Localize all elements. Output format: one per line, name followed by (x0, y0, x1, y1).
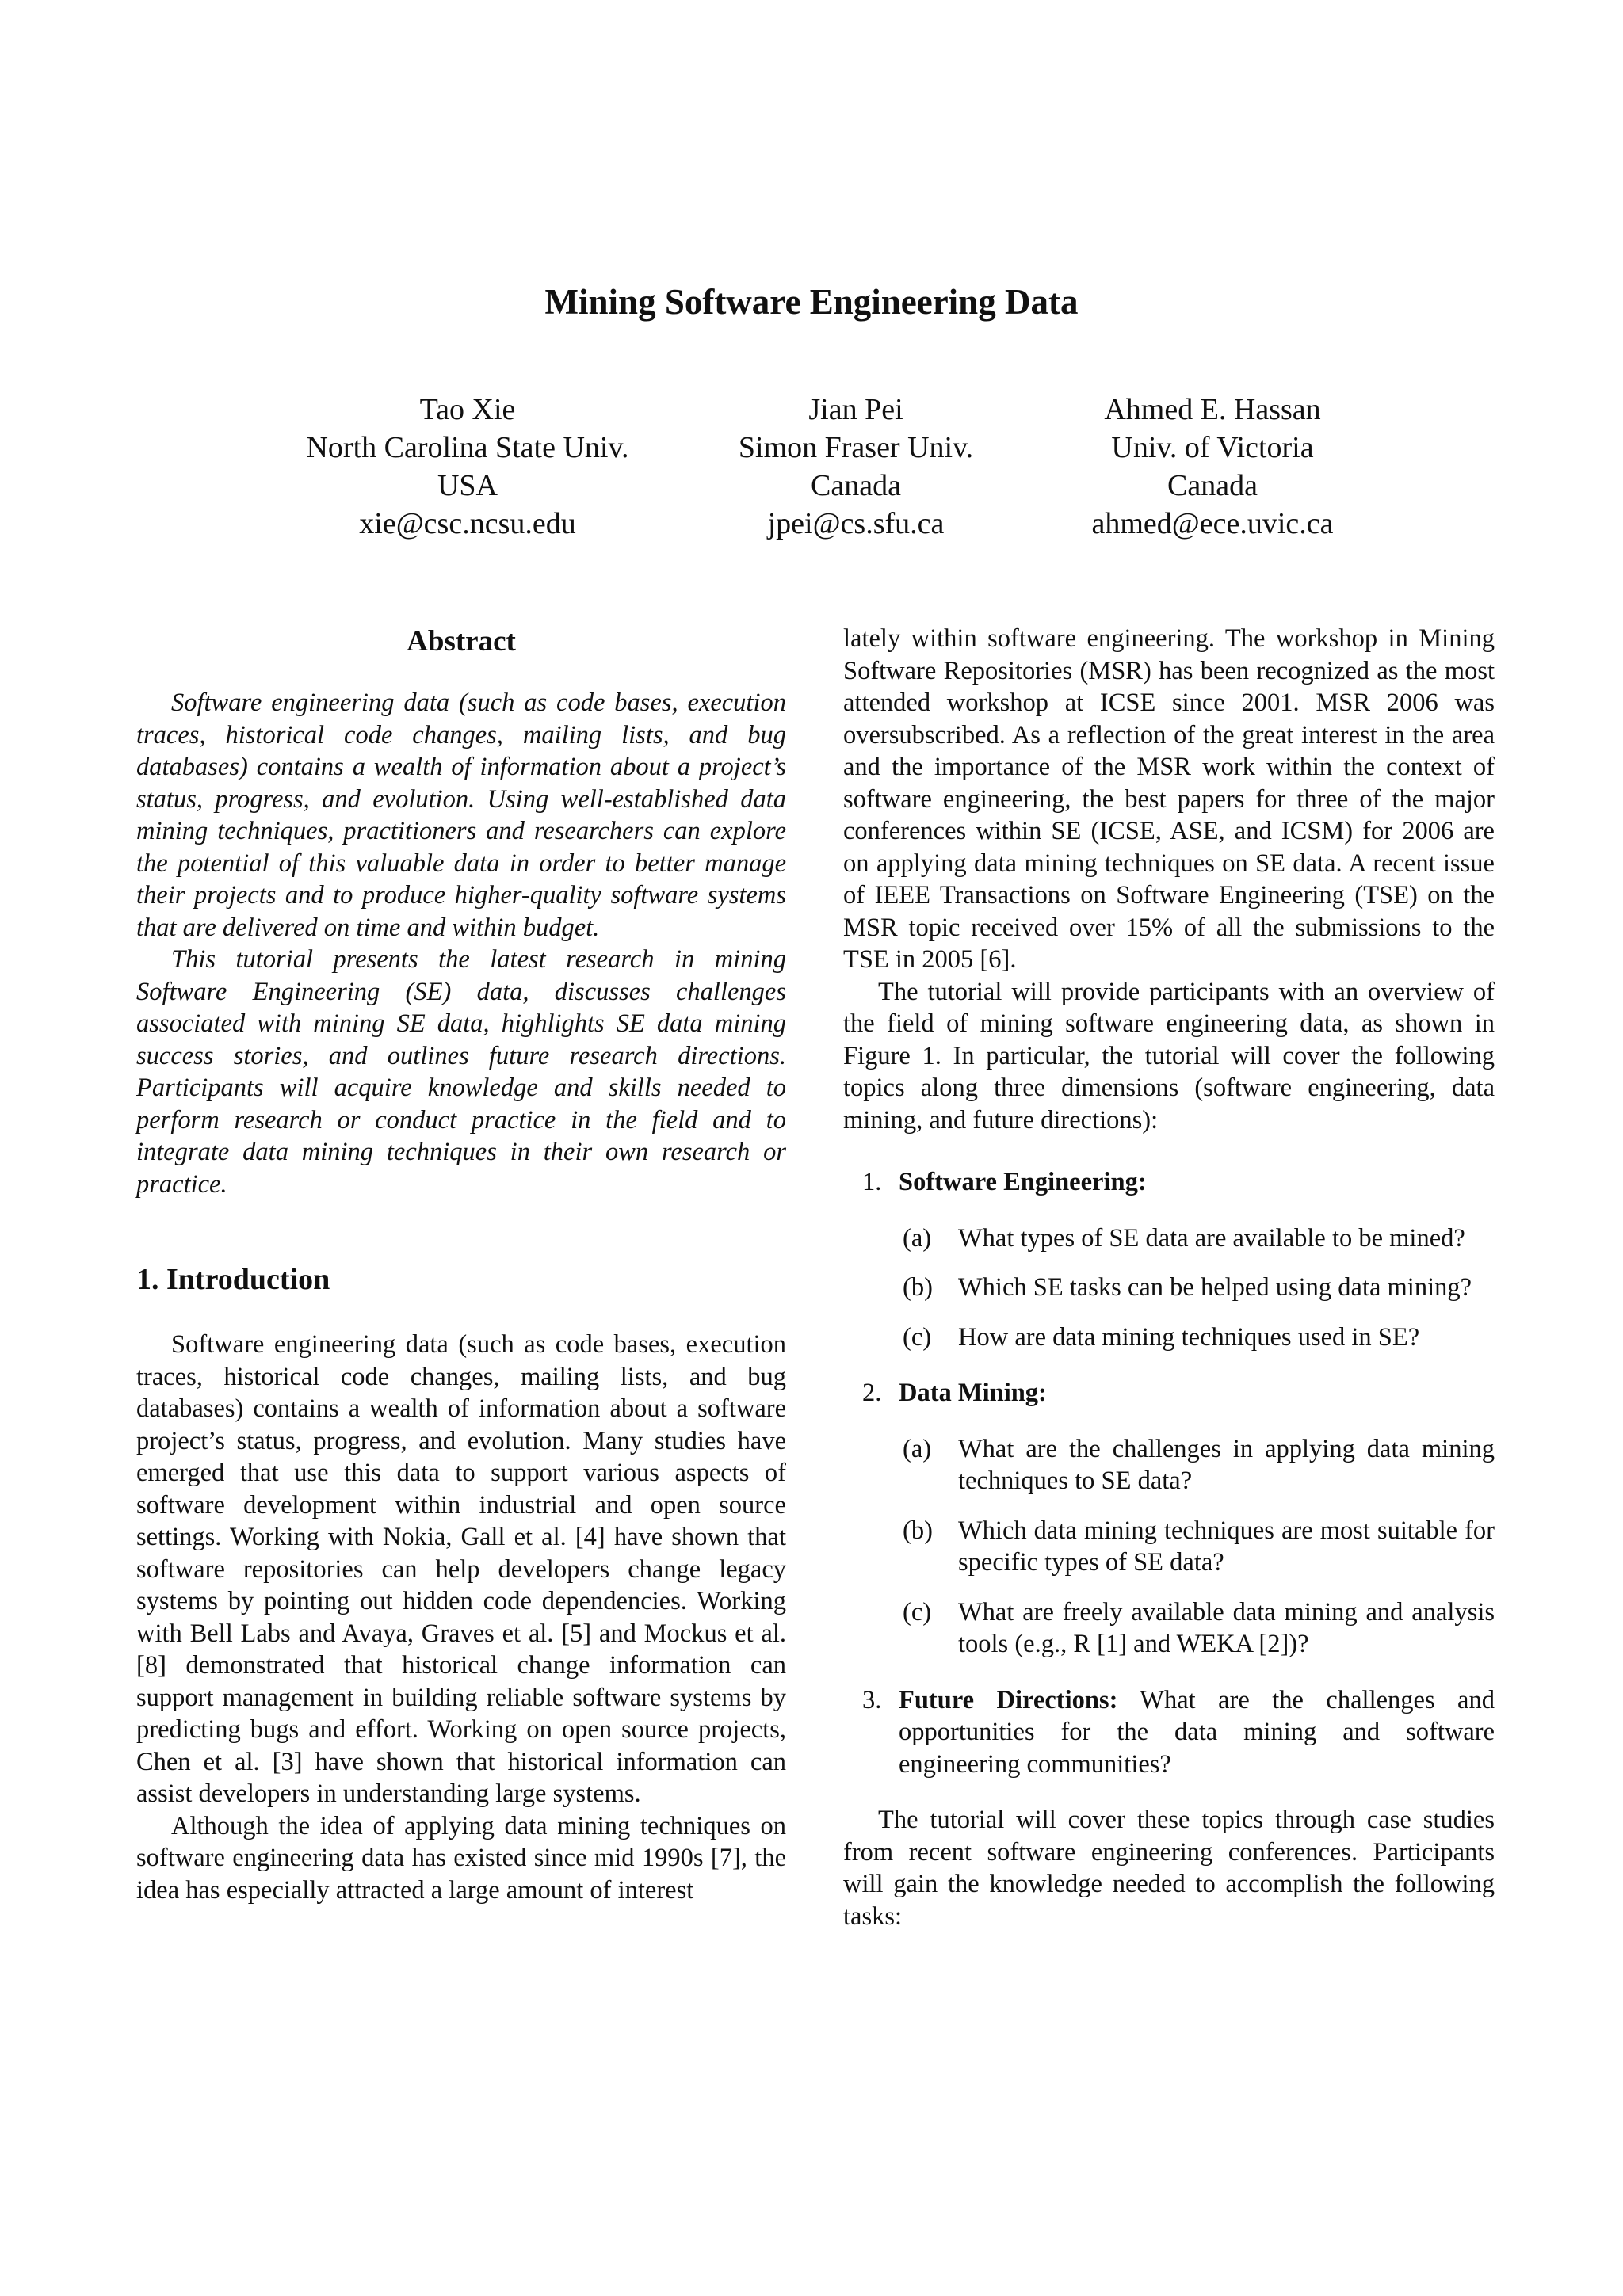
author-email: xie@csc.ncsu.edu (359, 507, 576, 540)
author-country: USA (437, 469, 498, 502)
author-name: Tao Xie (419, 393, 516, 426)
author-name: Jian Pei (808, 393, 903, 426)
subtopic-list (899, 1222, 1495, 1354)
body-paragraph-continued: lately within software engineering. The workshop in Mining Software Repositories (MSR) has been recognized as the most attended workshop at ICSE since 2001. MSR 2006 was oversubscribed. As a reflection of the great interest in the area and the importance of the MSR work within the context of software engineering, the best papers for three of the major conferences within SE (ICSE, ASE, and ICSM) for 2006 are on applying data mining techniques on SE data. A recent issue of IEEE Transactions on Software Engineering (TSE) on the MSR topic received over 15% of all the submissions to the TSE in 2005 [6]. (843, 624, 1495, 974)
subtopic-number: (b) (903, 1273, 933, 1302)
author-block (705, 391, 1006, 543)
author-name: Ahmed E. Hassan (1104, 393, 1321, 426)
author-affiliation: Univ. of Victoria (1111, 431, 1314, 464)
subtopic-list (899, 1433, 1495, 1661)
abstract-section (136, 626, 786, 1200)
left-column (136, 623, 786, 1906)
author-email: jpei@cs.sfu.ca (767, 507, 945, 540)
body-paragraph: The tutorial will provide participants with an overview of the field of mining software engineering data, as shown in Figure 1. In particular, the tutorial will cover the following topics along three dimensions (software engineering, data mining, and future directions): (843, 977, 1495, 1135)
paper-title: Mining Software Engineering Data (544, 282, 1079, 322)
subtopic-text: What types of SE data are available to be mined? (958, 1223, 1465, 1253)
topic-text: What are the challenges and opportunities for the data mining and software engineering communities? (899, 1685, 1495, 1779)
subtopic-number: (a) (903, 1434, 932, 1463)
author-country: Canada (1167, 469, 1258, 502)
subtopic-text: What are the challenges in applying data mining techniques to SE data? (958, 1434, 1495, 1495)
topic-list (843, 1166, 1495, 1780)
body-paragraph: Although the idea of applying data mining techniques on software engineering data has existed since mid 1990s [7], the idea has especially attracted a large amount of interest (136, 1811, 786, 1905)
author-affiliation: Simon Fraser Univ. (738, 431, 974, 464)
author-country: Canada (811, 469, 901, 502)
author-block (285, 391, 650, 543)
abstract-paragraph: Software engineering data (such as code bases, execution traces, historical code changes, mailing lists, and bug databases) contains a wealth of information about a project’s status, progress, and evolution. Using well-established data mining techniques, practitioners and researchers can explore the potential of this valuable data in order to better manage their projects and to produce higher-quality software systems that are delivered on time and within budget. (136, 688, 786, 942)
subtopic-item (899, 1515, 1495, 1579)
topic-label: Software Engineering: (899, 1168, 1147, 1196)
author-email: ahmed@ece.uvic.ca (1091, 507, 1334, 540)
author-block (1054, 391, 1371, 543)
subtopic-item (899, 1322, 1495, 1354)
topic-item (843, 1377, 1495, 1661)
topic-number: 3. (862, 1685, 882, 1714)
subtopic-number: (a) (903, 1223, 932, 1253)
body-paragraph: The tutorial will cover these topics through case studies from recent software engineering conferences. Participants will gain the knowledge needed to accomplish the following tasks: (843, 1806, 1495, 1931)
body-paragraph: Software engineering data (such as code bases, execution traces, historical code changes, mailing lists, and bug databases) contains a wealth of information about a software project’s status, progress, and evolution. Many studies have emerged that use this data to support various aspects of software development within industrial and open source settings. Working with Nokia, Gall et al. [4] have shown that software repositories can help developers change legacy systems by pointing out hidden code dependencies. Working with Bell Labs and Avaya, Graves et al. [5] and Mockus et al. [8] demonstrated that historical change information can support management in building reliable software systems by predicting bugs and effort. Working on open source projects, Chen et al. [3] have shown that historical information can assist developers in understanding large systems. (136, 1330, 786, 1808)
subtopic-number: (b) (903, 1516, 933, 1545)
introduction-heading: 1. Introduction (136, 1263, 330, 1296)
subtopic-number: (c) (903, 1322, 932, 1352)
topic-label: Data Mining: (899, 1379, 1047, 1407)
subtopic-item (899, 1596, 1495, 1661)
abstract-paragraph: This tutorial presents the latest research in mining Software Engineering (SE) data, discusses challenges associated with mining SE data, highlights SE data mining success stories, and outlines future research directions. Participants will acquire knowledge and skills needed to perform research or conduct practice in the field and to integrate data mining techniques in their own research or practice. (136, 945, 786, 1199)
subtopic-text: Which SE tasks can be helped using data mining? (958, 1273, 1472, 1302)
subtopic-item (899, 1272, 1495, 1304)
subtopic-item (899, 1433, 1495, 1497)
topic-item (843, 1684, 1495, 1781)
topic-number: 1. (862, 1168, 882, 1196)
abstract-heading: Abstract (407, 625, 516, 658)
topic-item (843, 1166, 1495, 1353)
subtopic-text: What are freely available data mining and analysis tools (e.g., R [1] and WEKA [2])? (958, 1597, 1495, 1658)
subtopic-text: Which data mining techniques are most suitable for specific types of SE data? (958, 1516, 1495, 1577)
author-affiliation: North Carolina State Univ. (306, 431, 629, 464)
topic-number: 2. (862, 1379, 882, 1407)
subtopic-item (899, 1222, 1495, 1255)
topic-label: Future Directions: (899, 1685, 1118, 1714)
right-column (843, 623, 1495, 1932)
subtopic-number: (c) (903, 1597, 932, 1627)
subtopic-text: How are data mining techniques used in SE? (958, 1322, 1420, 1352)
